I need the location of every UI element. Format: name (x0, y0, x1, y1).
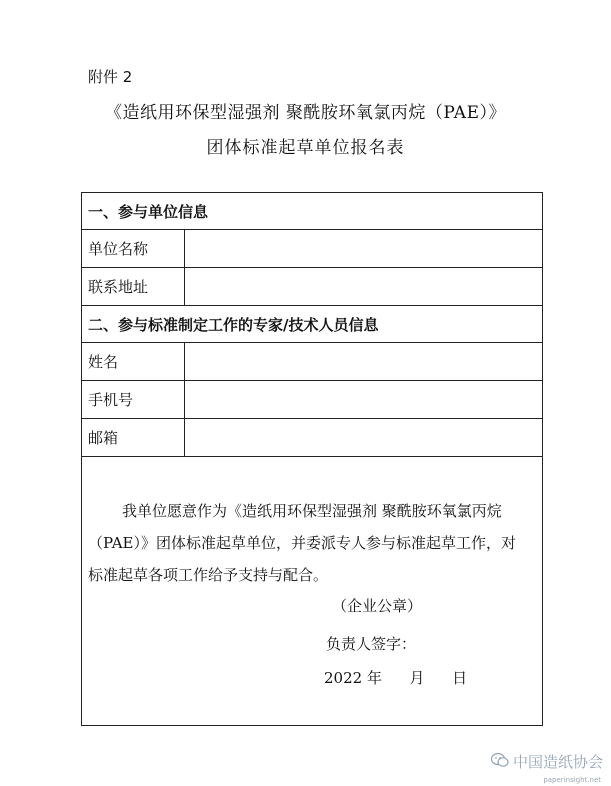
name-field[interactable] (185, 343, 543, 381)
address-field[interactable] (185, 268, 543, 306)
email-field[interactable] (185, 419, 543, 457)
unit-name-field[interactable] (185, 230, 543, 268)
name-label: 姓名 (82, 343, 185, 381)
registration-form-table (81, 192, 543, 726)
form-title-line1: 《造纸用环保型湿强剂 聚酰胺环氧氯丙烷（PAE）》 (105, 103, 506, 123)
company-seal-label: （企业公章） (332, 597, 423, 615)
attachment-label: 附件 2 (88, 68, 133, 86)
statement-cell (82, 457, 543, 726)
date-day: 日 (452, 669, 468, 687)
wechat-icon (491, 752, 509, 772)
date-month: 月 (409, 669, 425, 687)
address-label: 联系地址 (82, 268, 185, 306)
section-expert-info: 二、参与标准制定工作的专家/技术人员信息 (82, 306, 543, 343)
watermark (491, 751, 603, 772)
form-title-line2: 团体标准起草单位报名表 (206, 138, 405, 158)
watermark-text: 中国造纸协会 (512, 753, 603, 771)
statement-text: 我单位愿意作为《造纸用环保型湿强剂 聚酰胺环氧氯丙烷（PAE）》团体标准起草单位，并委派专人参与标准起草工作，对标准起草各项工作给予支持与配合。 (88, 502, 517, 584)
date-line (324, 667, 467, 688)
watermark-url: paperinsight.net (543, 776, 601, 784)
email-label: 邮箱 (82, 419, 185, 457)
date-year: 2022 年 (324, 669, 382, 687)
signature-label: 负责人签字： (326, 635, 417, 653)
section-unit-info: 一、参与单位信息 (82, 193, 543, 230)
phone-field[interactable] (185, 381, 543, 419)
unit-name-label: 单位名称 (82, 230, 185, 268)
phone-label: 手机号 (82, 381, 185, 419)
